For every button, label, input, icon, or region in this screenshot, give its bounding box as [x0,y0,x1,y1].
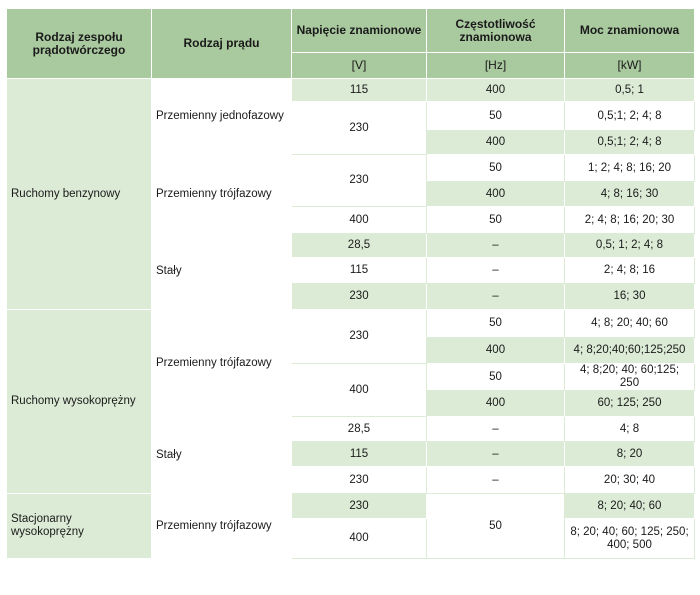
power-cell: 16; 30 [565,284,695,310]
header-frequency-unit: [Hz] [427,53,565,79]
current-s1: Przemienny trójfazowy [152,494,292,559]
power-cell: 0,5; 1 [565,79,695,102]
voltage-cell: 230 [292,284,427,310]
current-b1: Przemienny jednofazowy [152,79,292,155]
header-voltage: Napięcie znamionowe [292,9,427,53]
power-cell: 1; 2; 4; 8; 16; 20 [565,155,695,182]
frequency-cell: – [427,234,565,258]
group-wysokoprezny: Ruchomy wysokoprężny [7,310,152,494]
current-d1: Przemienny trójfazowy [152,310,292,417]
header-power-unit: [kW] [565,53,695,79]
power-cell: 0,5; 1; 2; 4; 8 [565,234,695,258]
frequency-cell: 50 [427,310,565,338]
voltage-cell: 230 [292,155,427,207]
power-cell: 8; 20; 40; 60; 125; 250; 400; 500 [565,519,695,559]
header-current: Rodzaj prądu [152,9,292,79]
frequency-cell: – [427,258,565,284]
voltage-cell: 115 [292,258,427,284]
frequency-cell: – [427,467,565,494]
power-cell: 2; 4; 8; 16; 20; 30 [565,207,695,234]
header-frequency: Częstotliwość znamionowa [427,9,565,53]
power-cell: 8; 20; 40; 60 [565,494,695,519]
frequency-cell: 400 [427,391,565,417]
frequency-cell: 50 [427,102,565,131]
voltage-cell: 230 [292,102,427,155]
frequency-cell: 50 [427,207,565,234]
power-cell: 4; 8; 16; 30 [565,182,695,207]
frequency-cell: 50 [427,155,565,182]
frequency-cell: 400 [427,131,565,155]
voltage-cell: 400 [292,207,427,234]
power-cell: 4; 8;20;40;60;125;250 [565,338,695,364]
group-benzynowy: Ruchomy benzynowy [7,79,152,310]
generator-table [6,8,695,559]
group-stacjonarny: Stacjonarny wysokoprężny [7,494,152,559]
current-b3: Stały [152,234,292,310]
header-voltage-unit: [V] [292,53,427,79]
power-cell: 2; 4; 8; 16 [565,258,695,284]
header-power: Moc znamionowa [565,9,695,53]
voltage-cell: 230 [292,494,427,519]
voltage-cell: 230 [292,467,427,494]
frequency-cell: 50 [427,364,565,391]
power-cell: 60; 125; 250 [565,391,695,417]
frequency-cell: – [427,442,565,467]
power-cell: 0,5;1; 2; 4; 8 [565,102,695,131]
current-b2: Przemienny trójfazowy [152,155,292,234]
frequency-cell: 50 [427,494,565,559]
voltage-cell: 28,5 [292,417,427,442]
power-cell: 0,5;1; 2; 4; 8 [565,131,695,155]
voltage-cell: 400 [292,364,427,417]
power-cell: 20; 30; 40 [565,467,695,494]
frequency-cell: – [427,284,565,310]
current-d2: Stały [152,417,292,494]
voltage-cell: 400 [292,519,427,559]
voltage-cell: 115 [292,442,427,467]
frequency-cell: 400 [427,182,565,207]
power-cell: 8; 20 [565,442,695,467]
frequency-cell: 400 [427,79,565,102]
power-cell: 4; 8 [565,417,695,442]
voltage-cell: 115 [292,79,427,102]
frequency-cell: 400 [427,338,565,364]
voltage-cell: 28,5 [292,234,427,258]
voltage-cell: 230 [292,310,427,364]
power-cell: 4; 8; 20; 40; 60 [565,310,695,338]
header-type: Rodzaj zespołu prądotwórczego [7,9,152,79]
frequency-cell: – [427,417,565,442]
power-cell: 4; 8;20; 40; 60;125; 250 [565,364,695,391]
